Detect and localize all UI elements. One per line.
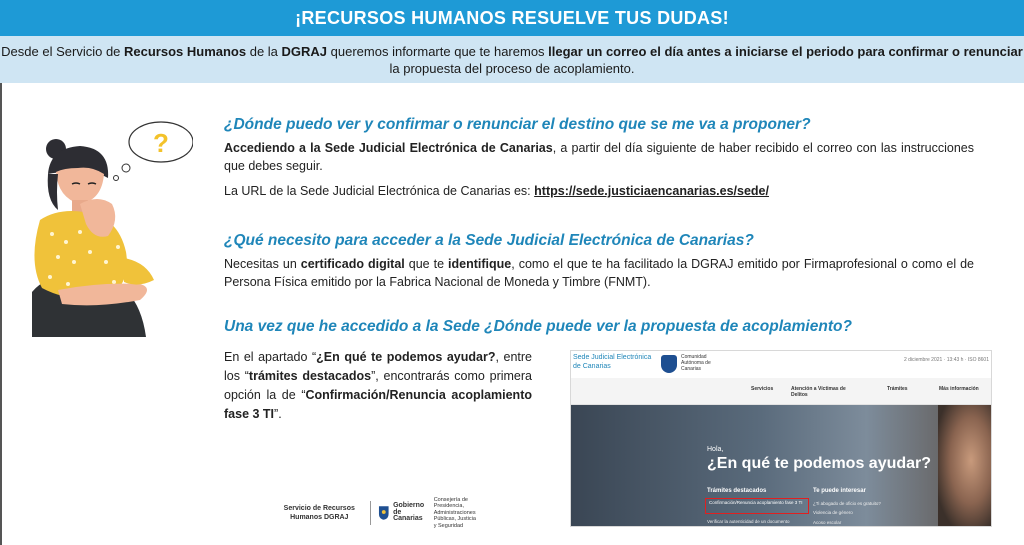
intro-text-4: la propuesta del proceso de acoplamiento. bbox=[389, 61, 635, 76]
question-1-heading: ¿Dónde puedo ver y confirmar o renunciar el destino que se me va a proponer? bbox=[224, 116, 811, 133]
answer-1-paragraph bbox=[224, 139, 974, 175]
answer-1-bold: Accediendo a la Sede Judicial Electrónica de Canarias bbox=[224, 141, 553, 155]
gov-name bbox=[393, 503, 428, 523]
answer-3-text-2: , entre los “ bbox=[224, 350, 533, 383]
intro-bold-1: Recursos Humanos bbox=[124, 44, 247, 59]
gobierno-canarias-shield-icon bbox=[378, 505, 390, 521]
site-interes-item-3[interactable]: Acoso escolar bbox=[813, 520, 842, 525]
intro-bold-2: DGRAJ bbox=[281, 44, 328, 59]
url-paragraph bbox=[224, 182, 974, 200]
hero-person-image bbox=[938, 405, 992, 527]
intro-text-1: Desde el Servicio de bbox=[1, 44, 125, 59]
site-nav-servicios[interactable]: Servicios bbox=[751, 386, 774, 392]
banner-title: ¡RECURSOS HUMANOS RESUELVE TUS DUDAS! bbox=[295, 7, 729, 28]
header-banner bbox=[0, 0, 1024, 36]
site-nav bbox=[571, 378, 992, 405]
site-hola: Hola, bbox=[707, 446, 724, 453]
site-confirmacion-highlight[interactable] bbox=[705, 498, 809, 514]
question-3-heading: Una vez que he accedido a la Sede ¿Dónde puede ver la propuesta de acoplamiento? bbox=[224, 318, 852, 335]
site-tramites-heading: Trámites destacados bbox=[707, 488, 767, 494]
question-mark-icon: ? bbox=[153, 128, 169, 158]
site-header bbox=[571, 351, 992, 378]
site-interes-item-1[interactable]: ¿Ti abogado de oficio es gratuito? bbox=[813, 501, 881, 506]
site-nav-tramites[interactable]: Trámites bbox=[887, 386, 908, 392]
intro-bar bbox=[0, 36, 1024, 83]
url-prefix: La URL de la Sede Judicial Electrónica de Canarias es: bbox=[224, 184, 535, 198]
site-help-heading: ¿En qué te podemos ayudar? bbox=[707, 455, 932, 472]
site-nav-mas[interactable]: Más información bbox=[939, 386, 979, 392]
service-logo-text: Servicio de Recursos Humanos DGRAJ bbox=[283, 505, 355, 521]
sede-url-link[interactable]: https://sede.justiciaencanarias.es/sede/ bbox=[534, 184, 769, 198]
answer-2-bold-1: certificado digital bbox=[300, 257, 405, 271]
canarias-emblem-icon bbox=[661, 355, 677, 373]
answer-3-text-4: ”. bbox=[274, 407, 282, 421]
site-verificar-link[interactable]: Verificar la autenticidad de un documento bbox=[707, 519, 790, 524]
answer-3-paragraph bbox=[224, 348, 532, 424]
left-border bbox=[0, 83, 2, 545]
site-confirmacion-link[interactable]: Confirmación/Renuncia acoplamiento fase 3 TI bbox=[709, 500, 803, 505]
question-2-heading: ¿Qué necesito para acceder a la Sede Judicial Electrónica de Canarias? bbox=[224, 232, 754, 249]
site-name: Sede Judicial Electrónica de Canarias bbox=[573, 354, 652, 370]
answer-3-bold-2: trámites destacados bbox=[248, 369, 372, 383]
answer-3-bold-3: Confirmación/Renuncia acoplamiento fase 3 TI bbox=[224, 388, 532, 421]
answer-2-bold-2: identifique bbox=[448, 257, 512, 271]
site-emblem-text: Comunidad Autónoma de Canarias bbox=[681, 354, 711, 372]
footer-logos bbox=[276, 496, 476, 529]
intro-text-3: queremos informarte que te haremos bbox=[327, 44, 549, 59]
intro-text-2: de la bbox=[246, 44, 282, 59]
site-nav-atencion[interactable]: Atención a Víctimas de Delitos bbox=[791, 386, 846, 398]
intro-bold-3: llegar un correo el día antes a iniciarse el periodo para confirmar o renunciar bbox=[548, 44, 1023, 59]
answer-3-text-1: En el apartado “ bbox=[224, 350, 317, 364]
site-date: 2 diciembre 2021 · 13:43 h · ISO 8601 bbox=[903, 357, 989, 363]
gov-title: Gobierno de Canarias bbox=[393, 502, 425, 523]
answer-3-text-3: ”, encontrarás como primera opción la de “ bbox=[224, 369, 532, 402]
gov-subtitle: Consejería de Presidencia, Administraciones Públicas, Justicia y Seguridad bbox=[433, 496, 476, 529]
site-emblem bbox=[661, 354, 721, 374]
answer-3-bold-1: ¿En qué te podemos ayudar? bbox=[316, 350, 496, 364]
logo-separator bbox=[370, 501, 371, 525]
answer-2-paragraph bbox=[224, 255, 974, 291]
sede-screenshot bbox=[570, 350, 992, 527]
answer-2-text-3: , como el que te ha facilitado la DGRAJ emitido por Firmaprofesional o como el de Persona Física emitido por la Fabrica Nacional de Moneda y Timbre (FNMT). bbox=[224, 257, 975, 289]
answer-1-text: , a partir del día siguiente de haber recibido el correo con las instrucciones que debes seguir. bbox=[224, 141, 974, 173]
thinking-woman-illustration bbox=[28, 112, 193, 337]
answer-2-text-2: que te bbox=[404, 257, 449, 271]
answer-2-text-1: Necesitas un bbox=[224, 257, 301, 271]
site-interes-heading: Te puede interesar bbox=[813, 488, 866, 494]
site-interes-item-2[interactable]: Violencia de género bbox=[813, 510, 853, 515]
